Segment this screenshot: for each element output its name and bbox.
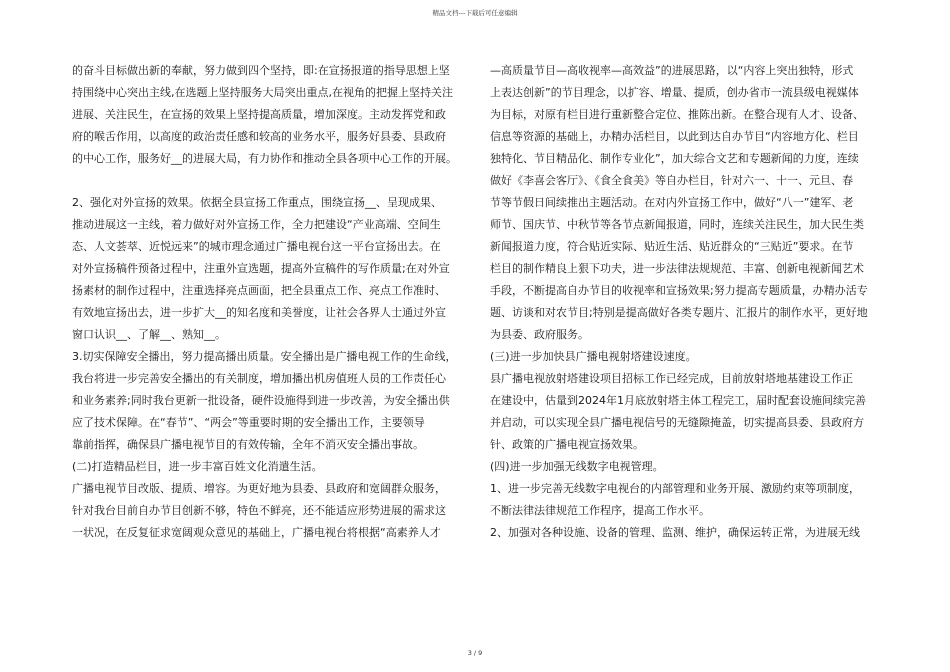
text-line: 我台将进一步完善安全播出的有关制度，增加播出机房值班人员的工作责任心 xyxy=(72,372,446,385)
text-line: 对外宣扬稿件预备过程中，注重外宣选题，提高外宣稿件的写作质量;在对外宣 xyxy=(72,262,450,275)
left-text-column xyxy=(72,60,462,544)
text-line: 师节、国庆节、中秋节等各节点新闻报道，同时，连续关注民生，加大民生类 xyxy=(490,218,864,231)
text-line: —高质量节目—高收视率—高效益”的进展思路，以“内容上突出独特，形式 xyxy=(490,64,854,77)
text-line: 在建设中，估量到2024年1月底放射塔主体工程完工，届时配套设施间续完善 xyxy=(490,394,866,407)
text-line: 靠前指挥，确保县广播电视节目的有效传输，全年不消灭安全播出事故。 xyxy=(72,438,424,451)
text-line: 栏目的制作精良上狠下功夫，进一步法律法规规范、丰富、创新电视新闻艺术 xyxy=(490,262,864,275)
text-line: 应了技术保障。在“春节”、“两会”等重要时期的安全播出工作，主要领导 xyxy=(72,416,425,429)
text-line: 题、访谈和对农节目;特别是提高做好各类专题片、汇报片的制作水平，更好地 xyxy=(490,306,868,319)
text-line: 2、强化对外宣扬的效果。依据全县宣扬工作重点，围绕宣扬__、呈现成果、 xyxy=(72,196,442,209)
text-line: 上表达创新”的节目理念，以扩容、增量、提质，创办省市一流县级电视媒体 xyxy=(490,86,859,99)
text-line: 府的喉舌作用，以高度的政治责任感和较高的业务水平，服务好县委、县政府 xyxy=(72,130,446,143)
text-line: 县广播电视放射塔建设项目招标工作已经完成，目前放射塔地基建设工作正 xyxy=(490,372,853,385)
text-line: 新闻报道力度，符合贴近实际、贴近生活、贴近群众的“三贴近”要求。在节 xyxy=(490,240,854,253)
text-line: 和业务素养;同时我台更新一批设备，硬件设施得到进一步改善，为安全播出供 xyxy=(72,394,450,407)
text-line: 针、政策的广播电视宣扬效果。 xyxy=(490,438,644,451)
text-line: (四)进一步加强无线数字电视管理。 xyxy=(490,460,664,473)
text-line: 节等节假日间续推出主题活动。在对内外宣扬工作中，做好“八一”建军、老 xyxy=(490,196,854,209)
text-line: 2、加强对各种设施、设备的管理、监测、维护，确保运转正常，为进展无线 xyxy=(490,526,860,539)
text-line: 手段，不断提高自办节目的收视率和宣扬效果;努力提高专题质量，办精办活专 xyxy=(490,284,868,297)
text-line: 态、人文荟萃、近悦远来”的城市理念通过广播电视台这一平台宣扬出去。在 xyxy=(72,240,441,253)
text-line: (二)打造精品栏目，进一步丰富百姓文化消遣生活。 xyxy=(72,460,323,473)
text-line: 不断法律法律规范工作程序，提高工作水平。 xyxy=(490,504,710,517)
text-line: 为县委、政府服务。 xyxy=(490,328,589,341)
text-line: 1、进一步完善无线数字电视台的内部管理和业务开展、激励约束等项制度， xyxy=(490,482,860,495)
text-line: 扬素材的制作过程中，注重选择亮点画面，把全县重点工作、亮点工作准时、 xyxy=(72,284,446,297)
text-line: 3.切实保障安全播出，努力提高播出质量。安全播出是广播电视工作的生命线， xyxy=(72,350,457,363)
text-line: 有效地宣扬出去，进一步扩大__的知名度和美誉度，让社会各界人士通过外宣 xyxy=(72,306,446,319)
text-line: 独特化、节目精品化、制作专业化”，加大综合文艺和专题新闻的力度，连续 xyxy=(490,152,859,165)
text-line: 做好《李喜会客厅》、《食全食美》等自办栏目，针对六一、十一、元旦、春 xyxy=(490,174,853,187)
text-line: 窗口认识__、了解__、熟知__。 xyxy=(72,328,226,341)
text-line: 为目标，对原有栏目进行重新整合定位、推陈出新。在整合现有人才、设备、 xyxy=(490,108,864,121)
text-line: 信息等资源的基础上，办精办活栏目，以此到达自办节目“内容地方化、栏目 xyxy=(490,130,859,143)
text-line: 持围绕中心突出主线,在选题上坚持服务大局突出重点,在视角的把握上坚持关注 xyxy=(72,86,453,99)
text-line: 进展、关注民生，在宣扬的效果上坚持提高质量，增加深度。主动发挥党和政 xyxy=(72,108,446,121)
right-text-column xyxy=(490,60,880,544)
text-line: 的中心工作，服务好__的进展大局，有力协作和推动全县各项中心工作的开展。 xyxy=(72,152,457,165)
text-line: (三)进一步加快县广播电视射塔建设速度。 xyxy=(490,350,697,363)
text-line: 的奋斗目标做出新的奉献，努力做到四个坚持，即:在宣扬报道的指导思想上坚 xyxy=(72,64,450,77)
page-number: 3 / 9 xyxy=(467,649,483,657)
text-line: 并启动，可以实现全县广播电视信号的无缝隙掩盖，切实提高县委、县政府方 xyxy=(490,416,864,429)
text-line: 针对我台目前自办节目创新不够，特色不鲜亮，还不能适应形势进展的需求这 xyxy=(72,504,446,517)
paragraph-gap xyxy=(72,170,462,192)
text-line: 推动进展这一主线，着力做好对外宣扬工作，全力把建设“产业高端、空间生 xyxy=(72,218,441,231)
text-line: 一状况，在反复征求宽阔观众意见的基础上，广播电视台将根据“高素养人才 xyxy=(72,526,441,539)
page-header: 精品文档---下载后可任意编辑 xyxy=(432,9,518,17)
text-line: 广播电视节目改版、提质、增容。为更好地为县委、县政府和宽阔群众服务， xyxy=(72,482,446,495)
